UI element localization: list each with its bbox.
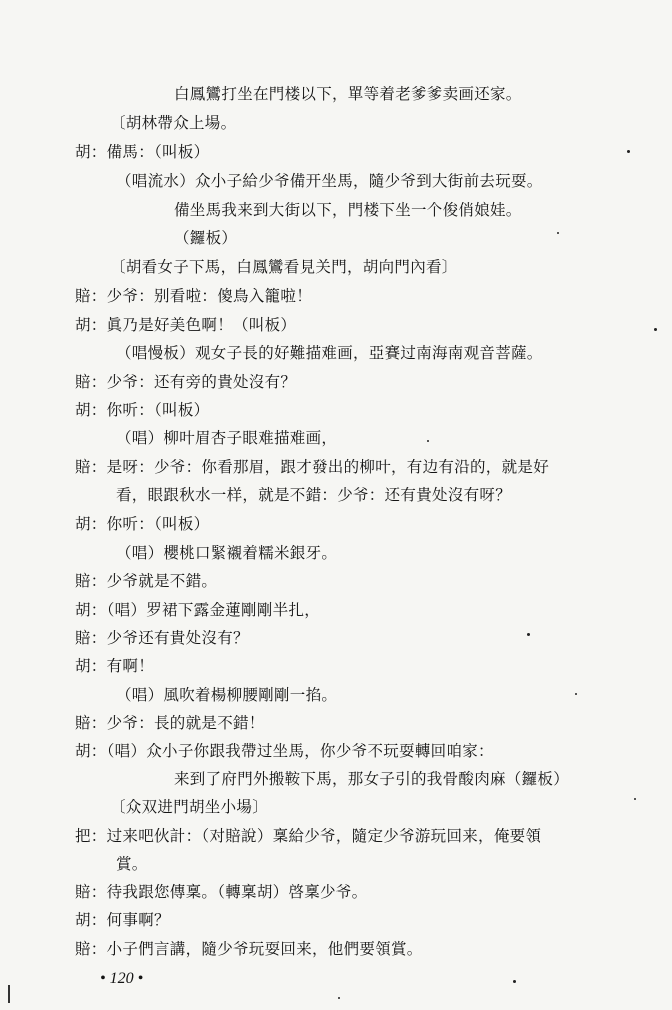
text-line: （唱）櫻桃口緊襯着糯米銀牙。 [116,544,338,562]
dialogue-line: 賠：是呀：少爷：你看那眉，跟才發出的柳叶，有边有沿的，就是好 [75,458,550,476]
stage-direction: 〔胡林帶众上場。 [110,114,237,132]
scan-speck [575,693,577,695]
text-line: 賞。 [116,855,148,873]
text-line: 来到了府門外搬鞍下馬，那女子引的我骨酸肉麻（鑼板） [174,770,570,788]
scan-speck [557,232,559,234]
dialogue-line: 胡：（唱）众小子你跟我帶过坐馬，你少爷不玩耍轉回咱家： [75,742,494,760]
stage-direction: 〔众双进門胡坐小場〕 [110,798,269,816]
dialogue-line: 胡：你听：（叫板） [75,401,210,419]
scan-speck [513,980,516,983]
scan-speck [654,328,657,331]
dialogue-line: 胡：有啊！ [75,657,155,675]
scan-speck [427,440,429,442]
dialogue-line: 賠：少爷：还有旁的貴处沒有？ [75,373,297,391]
dialogue-line: 胡：（唱）罗裙下露金蓮剛剛半扎， [75,601,321,619]
dialogue-line: 賠：待我跟您傳稟。（轉稟胡）啓稟少爷。 [75,883,368,901]
text-line: （唱流水）众小子給少爷備开坐馬，隨少爷到大街前去玩耍。 [116,172,543,190]
scan-speck [627,150,630,153]
dialogue-line: 賠：少爷：别看啦：傻鳥入籠啦！ [75,287,313,305]
dialogue-line: 胡：何事啊？ [75,911,170,929]
dialogue-line: 胡：你听：（叫板） [75,515,210,533]
dialogue-line: 賠：少爷还有貴处沒有？ [75,629,249,647]
text-line: 看，眼跟秋水一样，就是不錯：少爷：还有貴处沒有呀？ [116,486,512,504]
dialogue-line: 賠：少爷：長的就是不錯！ [75,714,265,732]
text-line: （唱）風吹着楊柳腰剛剛一掐。 [116,686,338,704]
stage-direction: 〔胡看女子下馬，白鳳鸞看見关門，胡向門內看〕 [110,258,458,276]
dialogue-line: 把：过来吧伙計：（对賠說）稟給少爷，隨定少爷游玩回来，俺要領 [75,827,542,845]
page-number: • 120 • [100,970,144,987]
text-line: （唱慢板）观女子長的好難描难画，亞賽过南海南观音菩薩。 [116,344,543,362]
text-line: 備坐馬我来到大街以下，門楼下坐一个俊俏娘娃。 [174,201,522,219]
scan-edge-mark [8,985,10,1003]
text-line: （鑼板） [174,229,238,247]
text-line: （唱）柳叶眉杏子眼难描难画， [116,429,338,447]
scan-speck [527,633,530,636]
scan-speck [338,997,340,999]
scan-speck [634,798,636,800]
text-line: 白鳳鸞打坐在門楼以下，單等着老爹爹卖画还家。 [174,85,522,103]
dialogue-line: 賠：少爷就是不錯。 [75,572,218,590]
dialogue-line: 賠：小子們言講，隨少爷玩耍回来，他們要領賞。 [75,940,423,958]
dialogue-line: 胡：眞乃是好美色啊！（叫板） [75,316,297,334]
dialogue-line: 胡：備馬：（叫板） [75,143,210,161]
